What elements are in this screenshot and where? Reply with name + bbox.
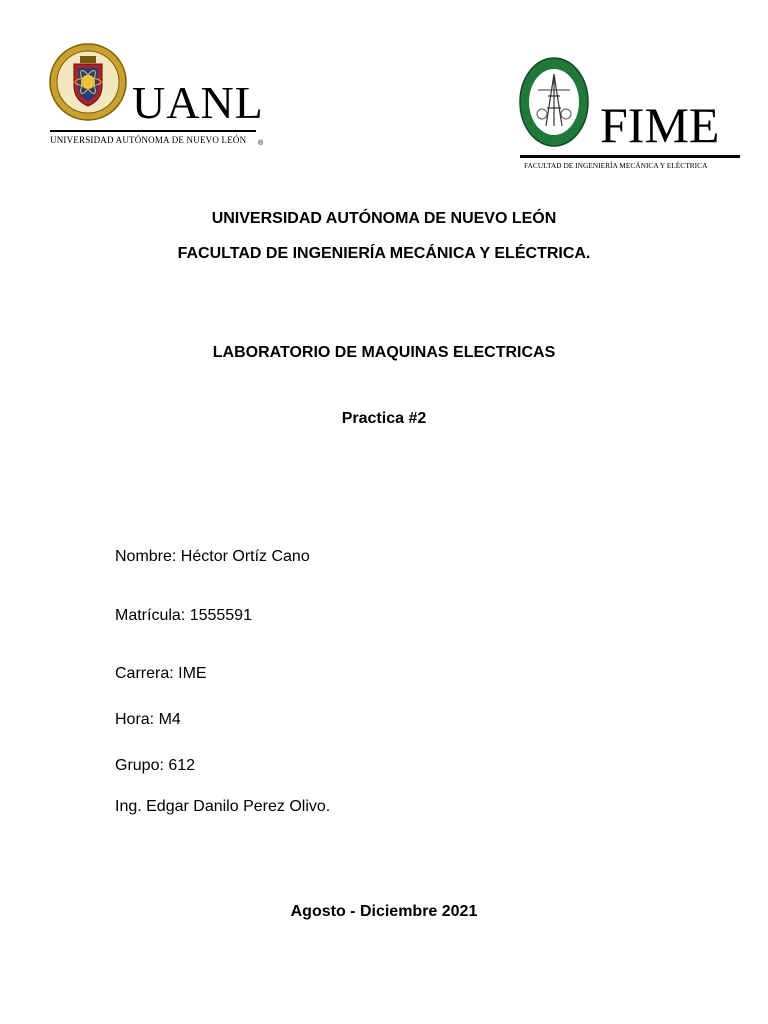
practice-title: Practica #2 [341,410,427,427]
fime-divider [520,155,740,158]
semester-period: Agosto - Diciembre 2021 [290,903,478,920]
uanl-wordmark: UANL [132,77,264,128]
student-name: Nombre: Héctor Ortíz Cano [115,548,310,565]
student-group: Grupo: 612 [115,757,196,774]
uanl-subtitle: UNIVERSIDAD AUTÓNOMA DE NUEVO LEÓN [50,135,247,145]
fime-wordmark: FIME [600,97,720,153]
student-career: Carrera: IME [115,665,207,682]
uanl-divider [50,130,256,132]
uanl-seal-icon [48,42,128,122]
faculty-title: FACULTAD DE INGENIERÍA MECÁNICA Y ELÉCTRICA. [177,245,591,262]
fime-subtitle: FACULTAD DE INGENIERÍA MECÁNICA Y ELÉCTRICA [524,161,708,170]
student-hour: Hora: M4 [115,711,181,728]
course-title: LABORATORIO DE MAQUINAS ELECTRICAS [212,344,556,361]
university-title: UNIVERSIDAD AUTÓNOMA DE NUEVO LEÓN [211,210,557,227]
fime-logo [518,56,742,174]
fime-seal-icon [518,56,590,148]
uanl-logo [48,42,278,154]
registered-mark: ® [258,140,264,147]
student-id: Matrícula: 1555591 [115,607,252,624]
instructor-name: Ing. Edgar Danilo Perez Olivo. [115,798,331,815]
